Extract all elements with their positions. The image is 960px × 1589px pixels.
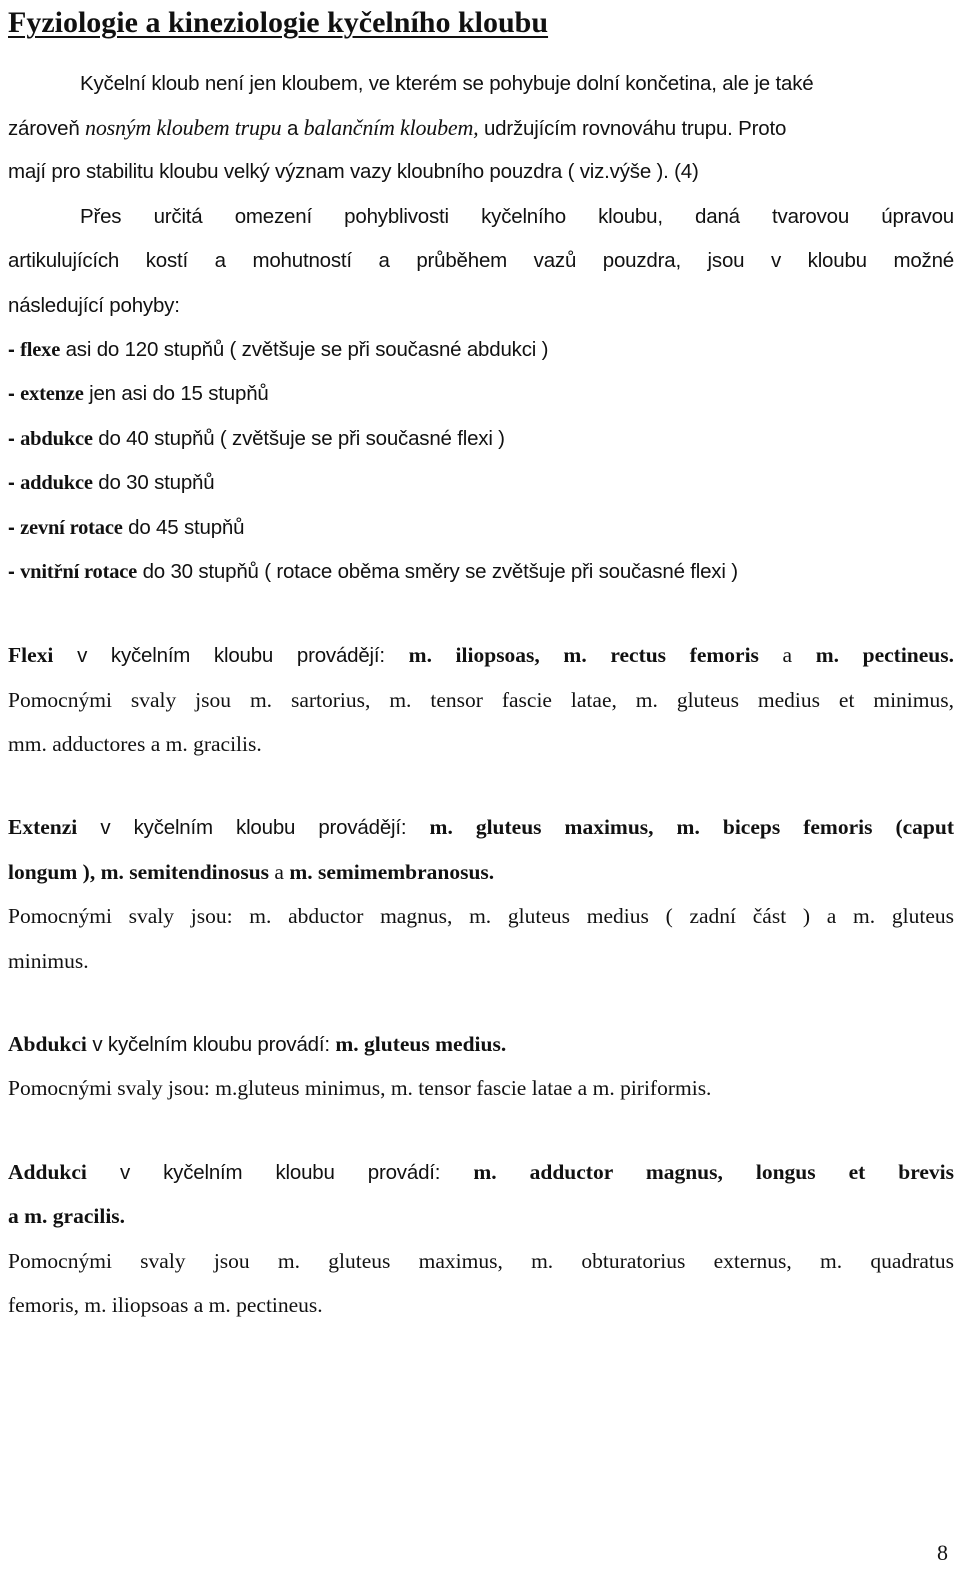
movement-dash: - xyxy=(8,560,21,583)
extenzi-muscles: longum ), m. semitendinosus xyxy=(8,860,270,884)
flexi-muscles: m. pectineus. xyxy=(815,643,954,667)
extenzi-text: v kyčelním kloubu provádějí: xyxy=(77,816,430,839)
movement-name: addukce xyxy=(20,472,93,494)
movement-text: do 30 stupňů ( rotace oběma směry se zvětšuje při současné flexi ) xyxy=(137,560,738,583)
abdukci-text: v kyčelním kloubu provádí: xyxy=(86,1033,336,1056)
extenzi-line-1 xyxy=(8,812,954,843)
movement-text: do 30 stupňů xyxy=(92,471,215,494)
movement-text: asi do 120 stupňů ( zvětšuje se při současné abdukci ) xyxy=(60,338,549,361)
extenzi-muscles: m. semimembranosus. xyxy=(289,860,495,884)
intro-line-3: mají pro stabilitu kloubu velký význam vazy kloubního pouzdra ( viz.výše ). (4) xyxy=(8,160,699,183)
extenzi-line-2 xyxy=(8,857,954,887)
addukci-line-4: femoris, m. iliopsoas a m. pectineus. xyxy=(8,1293,323,1317)
addukci-text: v kyčelním kloubu provádí: xyxy=(86,1161,474,1184)
limits-line-3: následující pohyby: xyxy=(8,294,180,317)
movement-item xyxy=(8,424,954,454)
flexi-text: a xyxy=(758,643,816,667)
extenzi-line-3: Pomocnými svaly jsou: m. abductor magnus, m. gluteus medius ( zadní část ) a m. gluteus xyxy=(8,904,954,928)
movement-dash: - xyxy=(8,471,21,494)
section-heading-flexi: Flexi xyxy=(8,643,54,667)
addukci-muscles: m. adductor magnus, longus et brevis xyxy=(473,1160,955,1184)
page-title: Fyziologie a kineziologie kyčelního kloubu xyxy=(8,6,549,39)
movement-name: abdukce xyxy=(20,428,93,450)
intro-text: zároveň xyxy=(8,117,86,140)
abdukci-line-2: Pomocnými svaly jsou: m.gluteus minimus, m. tensor fascie latae a m. piriformis. xyxy=(8,1076,712,1100)
intro-emphasis: balančním kloubem, xyxy=(303,115,479,140)
flexi-line-1 xyxy=(8,640,954,671)
movement-item xyxy=(8,379,954,409)
movement-text: do 45 stupňů xyxy=(122,516,245,539)
section-heading-extenzi: Extenzi xyxy=(8,815,78,839)
intro-text: udržujícím rovnováhu trupu. Proto xyxy=(478,117,787,140)
section-heading-addukci: Addukci xyxy=(8,1160,87,1184)
movement-name: extenze xyxy=(20,383,84,405)
flexi-line-3: mm. adductores a m. gracilis. xyxy=(8,732,262,756)
intro-text: a xyxy=(281,117,304,140)
extenzi-line-4: minimus. xyxy=(8,949,89,973)
movement-item xyxy=(8,557,954,587)
movement-name: zevní rotace xyxy=(20,517,123,539)
intro-line-2 xyxy=(8,113,954,144)
page-number: 8 xyxy=(937,1540,948,1565)
addukci-line-2 xyxy=(8,1201,954,1231)
section-heading-abdukci: Abdukci xyxy=(8,1032,87,1056)
extenzi-text: a xyxy=(269,860,290,884)
flexi-muscles: m. iliopsoas, m. rectus femoris xyxy=(408,643,759,667)
movement-name: vnitřní rotace xyxy=(20,561,138,583)
intro-line-1: Kyčelní kloub není jen kloubem, ve kterém se pohybuje dolní končetina, ale je také xyxy=(80,72,814,95)
abdukci-muscles: m. gluteus medius. xyxy=(335,1032,507,1056)
extenzi-muscles: m. gluteus maximus, m. biceps femoris (caput xyxy=(429,815,954,839)
movement-item xyxy=(8,468,954,498)
limits-line-2: artikulujících kostí a mohutností a průběhem vazů pouzdra, jsou v kloubu možné xyxy=(8,249,954,272)
movement-text: do 40 stupňů ( zvětšuje se při současné flexi ) xyxy=(92,427,505,450)
movement-dash: - xyxy=(8,382,21,405)
intro-emphasis: nosným kloubem trupu xyxy=(85,115,282,140)
movement-name: flexe xyxy=(20,339,61,361)
addukci-line-3: Pomocnými svaly jsou m. gluteus maximus, m. obturatorius externus, m. quadratus xyxy=(8,1249,954,1273)
movement-text: jen asi do 15 stupňů xyxy=(83,382,269,405)
movement-item xyxy=(8,513,954,543)
limits-line-1: Přes určitá omezení pohyblivosti kyčelního kloubu, daná tvarovou úpravou xyxy=(80,205,954,228)
movement-dash: - xyxy=(8,338,21,361)
flexi-text: v kyčelním kloubu provádějí: xyxy=(53,644,409,667)
movement-item xyxy=(8,335,954,365)
movement-dash: - xyxy=(8,427,21,450)
flexi-line-2: Pomocnými svaly jsou m. sartorius, m. tensor fascie latae, m. gluteus medius et minimus, xyxy=(8,688,954,712)
addukci-line-1 xyxy=(8,1157,954,1188)
addukci-muscles: a m. gracilis. xyxy=(8,1204,126,1228)
abdukci-line-1 xyxy=(8,1029,954,1060)
movement-dash: - xyxy=(8,516,21,539)
